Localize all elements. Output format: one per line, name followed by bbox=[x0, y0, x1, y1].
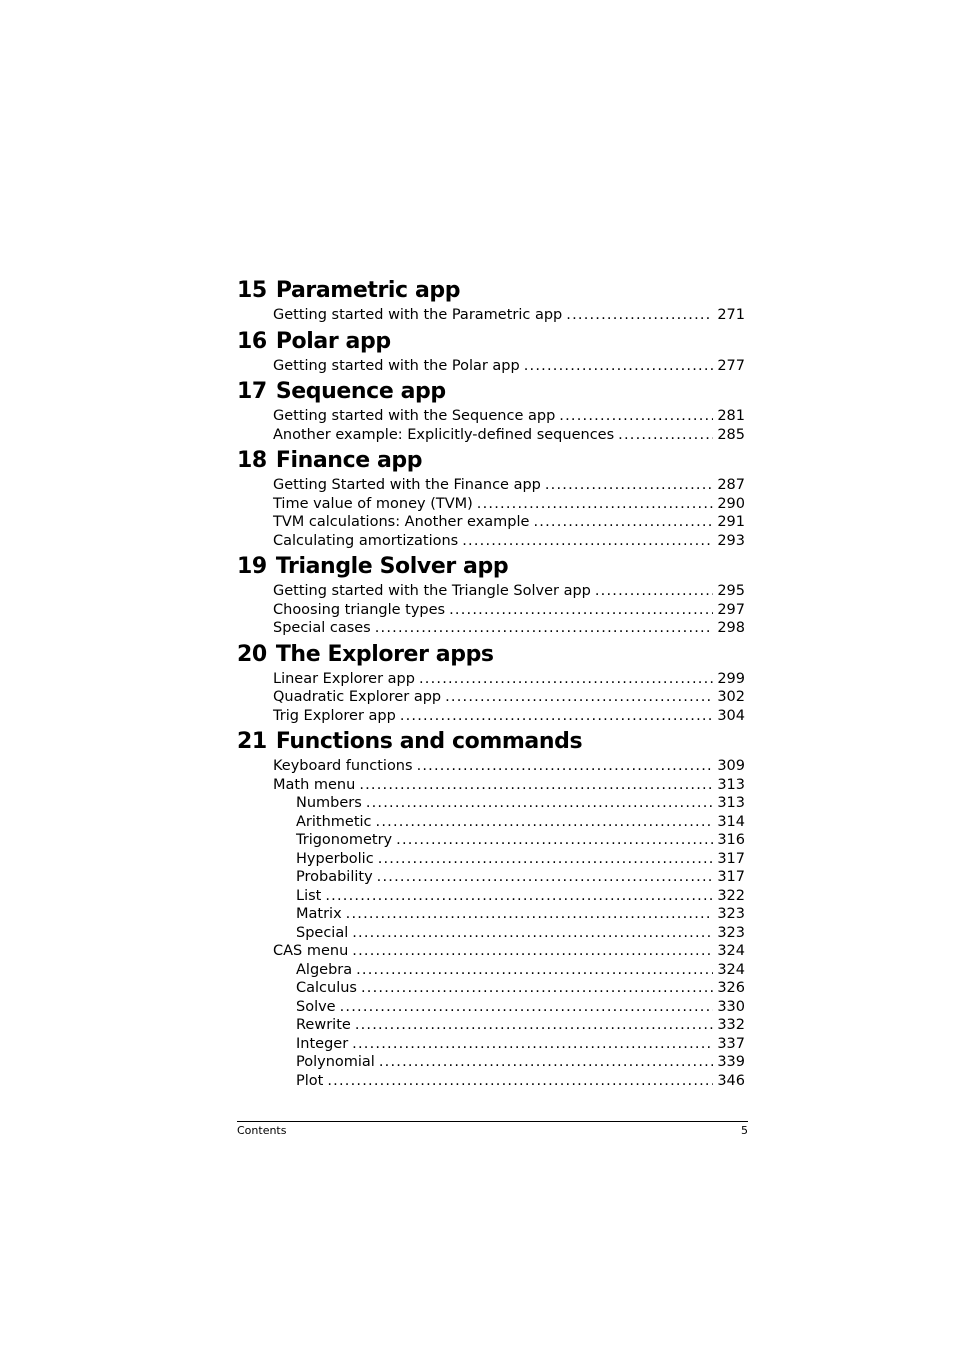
toc-subentry[interactable] bbox=[237, 1016, 745, 1035]
entry-page-number: 313 bbox=[717, 795, 745, 811]
entry-page-number: 298 bbox=[717, 620, 745, 636]
toc-entry[interactable] bbox=[237, 532, 745, 551]
entry-label: Numbers bbox=[296, 795, 362, 811]
entry-label: Probability bbox=[296, 869, 373, 885]
dot-leader bbox=[366, 794, 714, 813]
toc-entry[interactable] bbox=[237, 407, 745, 426]
toc-entry[interactable] bbox=[237, 601, 745, 620]
dot-leader bbox=[545, 476, 713, 495]
chapter-block bbox=[237, 276, 745, 325]
entry-page-number: 290 bbox=[717, 495, 745, 512]
dot-leader bbox=[477, 495, 714, 514]
entry-page-number: 323 bbox=[717, 906, 745, 922]
chapter-heading[interactable] bbox=[237, 727, 745, 757]
toc-subentry[interactable] bbox=[237, 979, 745, 998]
toc-subentry[interactable] bbox=[237, 905, 745, 924]
entry-label: Trigonometry bbox=[296, 832, 393, 848]
entry-label: Algebra bbox=[296, 961, 353, 978]
dot-leader bbox=[355, 1016, 714, 1035]
entry-label: Keyboard functions bbox=[273, 758, 413, 774]
entry-page-number: 281 bbox=[717, 408, 745, 424]
dot-leader bbox=[377, 868, 714, 887]
entry-label: Quadratic Explorer app bbox=[273, 689, 442, 705]
dot-leader bbox=[559, 407, 713, 426]
entry-label: Getting started with the Parametric app bbox=[273, 307, 563, 323]
chapter-entry-list bbox=[237, 476, 745, 550]
toc-subentry[interactable] bbox=[237, 998, 745, 1017]
entry-page-number: 323 bbox=[717, 924, 745, 941]
dot-leader bbox=[376, 813, 714, 832]
entry-label: Plot bbox=[296, 1072, 324, 1089]
entry-page-number: 317 bbox=[717, 850, 745, 867]
entry-label: Math menu bbox=[273, 776, 356, 793]
toc-entry[interactable] bbox=[237, 670, 745, 689]
entry-page-number: 297 bbox=[717, 601, 745, 618]
chapter-title: Polar app bbox=[275, 328, 391, 354]
chapter-entry-list bbox=[237, 582, 745, 638]
entry-page-number: 309 bbox=[717, 758, 745, 774]
entry-page-number: 271 bbox=[717, 307, 745, 323]
dot-leader bbox=[462, 532, 713, 551]
entry-page-number: 346 bbox=[717, 1072, 745, 1089]
toc-entry[interactable] bbox=[237, 688, 745, 707]
entry-label: Trig Explorer app bbox=[273, 707, 396, 724]
table-of-contents bbox=[237, 276, 745, 1092]
chapter-heading[interactable] bbox=[237, 276, 745, 306]
toc-subentry[interactable] bbox=[237, 831, 745, 850]
chapter-block bbox=[237, 446, 745, 550]
entry-page-number: 299 bbox=[717, 670, 745, 687]
entry-page-number: 313 bbox=[717, 776, 745, 793]
entry-page-number: 330 bbox=[717, 998, 745, 1015]
dot-leader bbox=[445, 688, 713, 707]
chapter-number: 20 bbox=[237, 641, 267, 667]
chapter-number: 19 bbox=[237, 554, 267, 579]
dot-leader bbox=[359, 776, 713, 795]
entry-label: TVM calculations: Another example bbox=[273, 514, 530, 530]
dot-leader bbox=[325, 887, 713, 906]
chapter-entry-list bbox=[237, 407, 745, 444]
entry-label: Arithmetic bbox=[296, 813, 372, 830]
toc-subentry[interactable] bbox=[237, 924, 745, 943]
toc-entry[interactable] bbox=[237, 776, 745, 795]
dot-leader bbox=[352, 942, 713, 961]
chapter-title: Finance app bbox=[275, 448, 423, 473]
entry-label: Hyperbolic bbox=[296, 850, 374, 867]
toc-entry[interactable] bbox=[237, 942, 745, 961]
entry-page-number: 293 bbox=[717, 532, 745, 549]
toc-subentry[interactable] bbox=[237, 1072, 745, 1091]
entry-label: Matrix bbox=[296, 906, 342, 922]
toc-entry[interactable] bbox=[237, 757, 745, 776]
toc-subentry[interactable] bbox=[237, 1053, 745, 1072]
toc-subentry[interactable] bbox=[237, 850, 745, 869]
chapter-title: Sequence app bbox=[275, 379, 446, 404]
entry-page-number: 295 bbox=[717, 583, 745, 599]
entry-page-number: 291 bbox=[717, 514, 745, 530]
chapter-heading[interactable] bbox=[237, 377, 745, 407]
chapter-number: 21 bbox=[237, 729, 267, 754]
entry-page-number: 339 bbox=[717, 1054, 745, 1070]
dot-leader bbox=[352, 1035, 713, 1054]
entry-page-number: 277 bbox=[717, 357, 745, 374]
chapter-block bbox=[237, 377, 745, 444]
entry-page-number: 326 bbox=[717, 980, 745, 996]
dot-leader bbox=[378, 850, 714, 869]
toc-subentry[interactable] bbox=[237, 1035, 745, 1054]
toc-entry[interactable] bbox=[237, 426, 745, 445]
entry-label: Rewrite bbox=[296, 1017, 351, 1033]
entry-page-number: 285 bbox=[717, 426, 745, 443]
chapter-number: 17 bbox=[237, 379, 267, 404]
chapter-number: 15 bbox=[237, 278, 267, 303]
entry-page-number: 316 bbox=[717, 832, 745, 848]
dot-leader bbox=[379, 1053, 713, 1072]
toc-entry[interactable] bbox=[237, 707, 745, 726]
entry-label: Integer bbox=[296, 1035, 349, 1052]
toc-subentry[interactable] bbox=[237, 794, 745, 813]
entry-label: Getting started with the Sequence app bbox=[273, 408, 556, 424]
dot-leader bbox=[524, 357, 714, 376]
entry-label: Time value of money (TVM) bbox=[273, 495, 473, 512]
chapter-entry-list bbox=[237, 670, 745, 726]
entry-page-number: 317 bbox=[717, 869, 745, 885]
footer-page-number: 5 bbox=[741, 1124, 748, 1137]
entry-label: Getting started with the Polar app bbox=[273, 357, 520, 374]
footer-section-label: Contents bbox=[237, 1124, 287, 1137]
toc-entry[interactable] bbox=[237, 357, 745, 376]
chapter-title: The Explorer apps bbox=[275, 641, 494, 667]
entry-label: Choosing triangle types bbox=[273, 601, 446, 618]
entry-label: Getting started with the Triangle Solver app bbox=[273, 583, 591, 599]
entry-page-number: 287 bbox=[717, 477, 745, 493]
dot-leader bbox=[618, 426, 713, 445]
toc-subentry[interactable] bbox=[237, 868, 745, 887]
chapter-block bbox=[237, 327, 745, 376]
entry-label: Polynomial bbox=[296, 1054, 375, 1070]
dot-leader bbox=[346, 905, 714, 924]
chapter-number: 16 bbox=[237, 328, 267, 354]
chapter-heading[interactable] bbox=[237, 446, 745, 476]
dot-leader bbox=[327, 1072, 713, 1091]
toc-subentry[interactable] bbox=[237, 887, 745, 906]
chapter-heading[interactable] bbox=[237, 640, 745, 670]
dot-leader bbox=[340, 998, 714, 1017]
dot-leader bbox=[595, 582, 713, 601]
chapter-entry-list bbox=[237, 306, 745, 325]
chapter-entry-list bbox=[237, 757, 745, 1090]
entry-page-number: 302 bbox=[717, 689, 745, 705]
entry-page-number: 322 bbox=[717, 887, 745, 904]
dot-leader bbox=[449, 601, 713, 620]
entry-label: Special bbox=[296, 924, 349, 941]
chapter-heading[interactable] bbox=[237, 327, 745, 357]
toc-entry[interactable] bbox=[237, 495, 745, 514]
dot-leader bbox=[375, 619, 714, 638]
entry-label: List bbox=[296, 887, 322, 904]
entry-page-number: 332 bbox=[717, 1017, 745, 1033]
toc-subentry[interactable] bbox=[237, 961, 745, 980]
chapter-block bbox=[237, 640, 745, 726]
toc-entry[interactable] bbox=[237, 582, 745, 601]
chapter-block bbox=[237, 552, 745, 638]
dot-leader bbox=[533, 513, 713, 532]
entry-label: Another example: Explicitly-defined sequences bbox=[273, 426, 615, 443]
entry-page-number: 324 bbox=[717, 961, 745, 978]
chapter-entry-list bbox=[237, 357, 745, 376]
entry-page-number: 324 bbox=[717, 943, 745, 959]
dot-leader bbox=[352, 924, 713, 943]
toc-entry[interactable] bbox=[237, 476, 745, 495]
entry-page-number: 337 bbox=[717, 1035, 745, 1052]
chapter-number: 18 bbox=[237, 448, 267, 473]
entry-label: Calculating amortizations bbox=[273, 532, 459, 549]
chapter-block bbox=[237, 727, 745, 1090]
toc-entry[interactable] bbox=[237, 306, 745, 325]
chapter-heading[interactable] bbox=[237, 552, 745, 582]
entry-page-number: 304 bbox=[717, 707, 745, 724]
entry-label: Special cases bbox=[273, 620, 371, 636]
dot-leader bbox=[396, 831, 713, 850]
dot-leader bbox=[400, 707, 714, 726]
dot-leader bbox=[419, 670, 713, 689]
chapter-title: Triangle Solver app bbox=[275, 554, 509, 579]
dot-leader bbox=[566, 306, 713, 325]
toc-entry[interactable] bbox=[237, 513, 745, 532]
entry-label: Getting Started with the Finance app bbox=[273, 477, 541, 493]
chapter-title: Parametric app bbox=[275, 278, 461, 303]
footer-rule bbox=[237, 1121, 748, 1122]
entry-label: CAS menu bbox=[273, 943, 349, 959]
dot-leader bbox=[356, 961, 713, 980]
dot-leader bbox=[417, 757, 714, 776]
entry-label: Solve bbox=[296, 998, 336, 1015]
toc-entry[interactable] bbox=[237, 619, 745, 638]
entry-label: Calculus bbox=[296, 980, 357, 996]
dot-leader bbox=[361, 979, 713, 998]
entry-label: Linear Explorer app bbox=[273, 670, 415, 687]
entry-page-number: 314 bbox=[717, 813, 745, 830]
toc-subentry[interactable] bbox=[237, 813, 745, 832]
chapter-title: Functions and commands bbox=[275, 729, 583, 754]
